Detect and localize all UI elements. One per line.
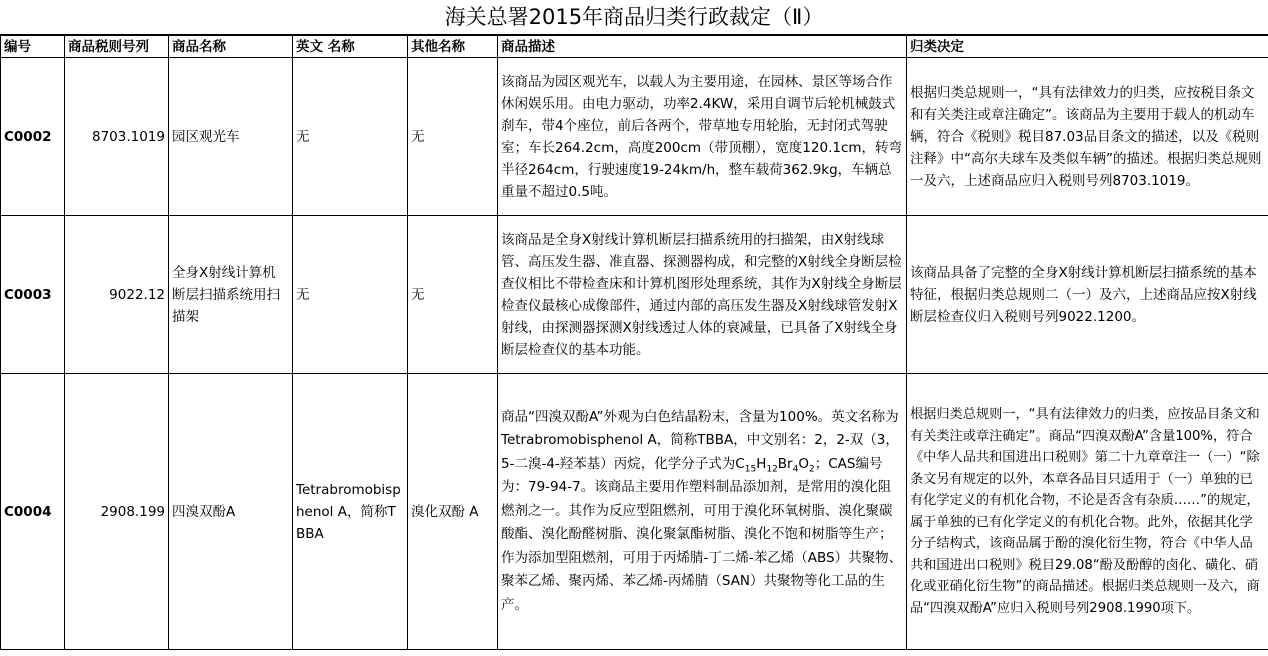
header-name[interactable]: 商品名称 xyxy=(169,36,293,58)
table-row xyxy=(1,374,1268,650)
cell-name[interactable]: 全身X射线计算机断层扫描系统用扫描架 xyxy=(169,216,293,374)
cell-description[interactable]: 该商品是全身X射线计算机断层扫描系统用的扫描架，由X射线球管、高压发生器、准直器、探测器构成，和完整的X射线全身断层检查仪相比不带检查床和计算机图形处理系统，其作为X射线全身断层检查仪最核心成像部件，通过内部的高压发生器及X射线球管发射X射线，由探测器探测X射线透过人体的衰减量，已具备了X射线全身断层检查仪的基本功能。 xyxy=(498,216,907,374)
formula-subscript: 12 xyxy=(766,464,778,475)
header-id[interactable]: 编号 xyxy=(1,36,65,58)
cell-code[interactable]: 2908.199 xyxy=(65,374,169,650)
cell-decision[interactable]: 根据归类总规则一，“具有法律效力的归类，应按品目条文和有关类注或章注确定”。商品“四溴双酚A”含量100%，符合《中华人品共和国进出口税则》第二十九章章注一（一）“除条文另有规定的以外，本章各品目只适用于（一）单独的已有化学定义的有机化合物，不论是否含有杂质……”的规定，属于单独的已有化学定义的有机化合物。此外，依据其化学分子结构式，该商品属于酚的溴化衍生物，符合《中华人品共和国进出口税则》税目29.08“酚及酚醇的卤化、磺化、硝化或亚硝化衍生物”的商品描述。根据归类总规则一及六，商品“四溴双酚A”应归入税则号列2908.1990项下。 xyxy=(907,374,1268,650)
description-text-after-formula: ；CAS编号为：79-94-7。该商品主要用作塑料制品添加剂，是常用的溴化阻燃剂之一。其作为反应型阻燃剂，可用于溴化环氧树脂、溴化聚碳酸酯、溴化酚醛树脂、溴化聚氯酯树脂、溴化不饱和树脂等生产；作为添加型阻燃剂，可用于丙烯腈-丁二烯-苯乙烯（ABS）共聚物、聚苯乙烯、聚丙烯、苯乙烯-丙烯腈（SAN）共聚物等化工品的生产。 xyxy=(501,455,903,613)
cell-description[interactable]: 该商品为园区观光车，以载人为主要用途，在园林、景区等场合作休闲娱乐用。由电力驱动，功率2.4KW，采用自调节后轮机械鼓式刹车，带4个座位，前后各两个，带草地专用轮胎，无封闭式驾驶室；车长264.2cm，高度200cm（带顶棚），宽度120.1cm，转弯半径264cm，行驶速度19-24km/h，整车载荷362.9kg，车辆总重量不超过0.5吨。 xyxy=(498,58,907,216)
header-description[interactable]: 商品描述 xyxy=(498,36,907,58)
cell-name[interactable]: 四溴双酚A xyxy=(169,374,293,650)
cell-en-name[interactable]: Tetrabromobisphenol A，简称TBBA xyxy=(293,374,408,650)
cell-decision[interactable]: 根据归类总规则一，“具有法律效力的归类，应按税目条文和有关类注或章注确定”。该商品为主要用于载人的机动车辆，符合《税则》税目87.03品目条文的描述，以及《税则注释》中“高尔夫球车及类似车辆”的描述。根据归类总规则一及六，上述商品应归入税则号列8703.1019。 xyxy=(907,58,1268,216)
cell-other-name[interactable]: 无 xyxy=(408,216,498,374)
header-decision[interactable]: 归类决定 xyxy=(907,36,1268,58)
cell-other-name[interactable]: 无 xyxy=(408,58,498,216)
cell-code[interactable]: 8703.1019 xyxy=(65,58,169,216)
cell-other-name[interactable]: 溴化双酚 A xyxy=(408,374,498,650)
cell-id[interactable]: C0004 xyxy=(1,374,65,650)
cell-code[interactable]: 9022.12 xyxy=(65,216,169,374)
cell-en-name[interactable]: 无 xyxy=(293,216,408,374)
formula-subscript: 4 xyxy=(792,464,799,475)
header-row xyxy=(1,36,1268,58)
formula-element-br: Br xyxy=(777,455,793,472)
cell-id[interactable]: C0003 xyxy=(1,216,65,374)
table-row xyxy=(1,58,1268,216)
chemical-formula xyxy=(735,455,815,475)
cell-id[interactable]: C0002 xyxy=(1,58,65,216)
header-other-name[interactable]: 其他名称 xyxy=(408,36,498,58)
header-code[interactable]: 商品税则号列 xyxy=(65,36,169,58)
formula-subscript: 15 xyxy=(744,464,757,475)
cell-decision[interactable]: 该商品具备了完整的全身X射线计算机断层扫描系统的基本特征，根据归类总规则二（一）及六，上述商品应按X射线断层检查仪归入税则号列9022.1200。 xyxy=(907,216,1268,374)
header-en-name[interactable]: 英文 名称 xyxy=(293,36,408,58)
cell-name[interactable]: 园区观光车 xyxy=(169,58,293,216)
description-text-before-formula: 商品“四溴双酚A”外观为白色结晶粉末，含量为100%。英文名称为Tetrabromobisphenol A，简称TBBA，中文别名：2，2-双（3，5-二溴-4-羟苯基）丙烷，化学分子式为 xyxy=(501,408,899,472)
cell-description[interactable] xyxy=(498,374,907,650)
formula-element-o: O xyxy=(798,455,809,472)
ruling-table xyxy=(0,35,1268,650)
formula-subscript: 2 xyxy=(808,464,815,475)
sheet-title: 海关总署2015年商品归类行政裁定（Ⅱ） xyxy=(0,0,1268,35)
table-row xyxy=(1,216,1268,374)
formula-element-h: H xyxy=(756,455,767,472)
formula-element-c: C xyxy=(735,455,745,472)
cell-en-name[interactable]: 无 xyxy=(293,58,408,216)
